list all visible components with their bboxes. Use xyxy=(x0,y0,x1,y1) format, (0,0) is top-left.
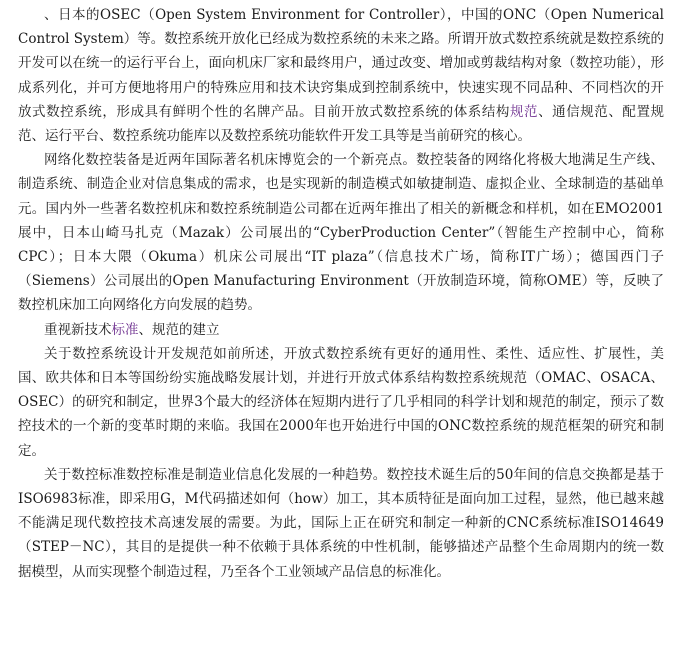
paragraph-design-spec: 关于数控系统设计开发规范如前所述，开放式数控系统有更好的通用性、柔性、适应性、扩展性，美国、欧共体和日本等国纷纷实施战略发展计划，并进行开放式体系结构数控系统规范（OMAC、OSACA、OSEC）的研究和制定，世界3个最大的经济体在短期内进行了几乎相同的科学计划和规范的制定，预示了数控技术的一个新的变革时期的来临。我国在2000年也开始进行中国的ONC数控系统的规范框架的研究和制定。 xyxy=(18,345,664,459)
link-standard[interactable]: 标准 xyxy=(111,321,139,338)
heading-text: 、规范的建立 xyxy=(138,321,220,338)
paragraph-text: 、日本的OSEC（Open System Environment for Controller），中国的ONC（Open Numerical Control System）等。数控系统开放化已经成为数控系统的未来之路。所谓开放式数控系统就是数控系统的开发可以在统一的运行平台上，面向机床厂家和最终用户，通过改变、增加或剪裁结构对象（数控功能），形成系列化，并可方便地将用户的特殊应用和技术诀窍集成到控制系统中，快速实现不同品种、不同档次的开放式数控系统，形成具有鲜明个性的名牌产品。目前开放式数控系统的体系结构 xyxy=(18,7,664,120)
paragraph-cnc-standard: 关于数控标准数控标准是制造业信息化发展的一种趋势。数控技术诞生后的50年间的信息交换都是基于ISO6983标准，即采用G，M代码描述如何（how）加工，其本质特征是面向加工过程，显然，他已越来越不能满足现代数控技术高速发展的需要。为此，国际上正在研究和制定一种新的CNC系统标准ISO14649（STEP－NC），其目的是提供一种不依赖于具体系统的中性机制，能够描述产品整个生命周期内的统一数据模型，从而实现整个制造过程，乃至各个工业领域产品信息的标准化。 xyxy=(18,466,664,580)
section-heading xyxy=(18,318,664,342)
paragraph-networked-cnc: 网络化数控装备是近两年国际著名机床博览会的一个新亮点。数控装备的网络化将极大地满足生产线、制造系统、制造企业对信息集成的需求，也是实现新的制造模式如敏捷制造、虚拟企业、全球制造的基础单元。国内外一些著名数控机床和数控系统制造公司都在近两年推出了相关的新概念和样机，如在EMO2001展中，日本山崎马扎克（Mazak）公司展出的“CyberProduction Center”（智能生产控制中心，简称CPC）；日本大隈（Okuma）机床公司展出“IT plaza”（信息技术广场，简称IT广场）；德国西门子（Siemens）公司展出的Open Manufacturing Environment（开放制造环境，简称OME）等，反映了数控机床加工向网络化方向发展的趋势。 xyxy=(18,152,664,314)
paragraph-text: 、通信规范、配置规范、运行平台、数控系统功能库以及数控系统功能软件开发工具等是当前研究的核心。 xyxy=(18,103,665,145)
heading-text: 重视新技术 xyxy=(44,321,112,338)
paragraph-open-cnc xyxy=(18,3,664,148)
link-spec[interactable]: 规范 xyxy=(509,103,539,120)
